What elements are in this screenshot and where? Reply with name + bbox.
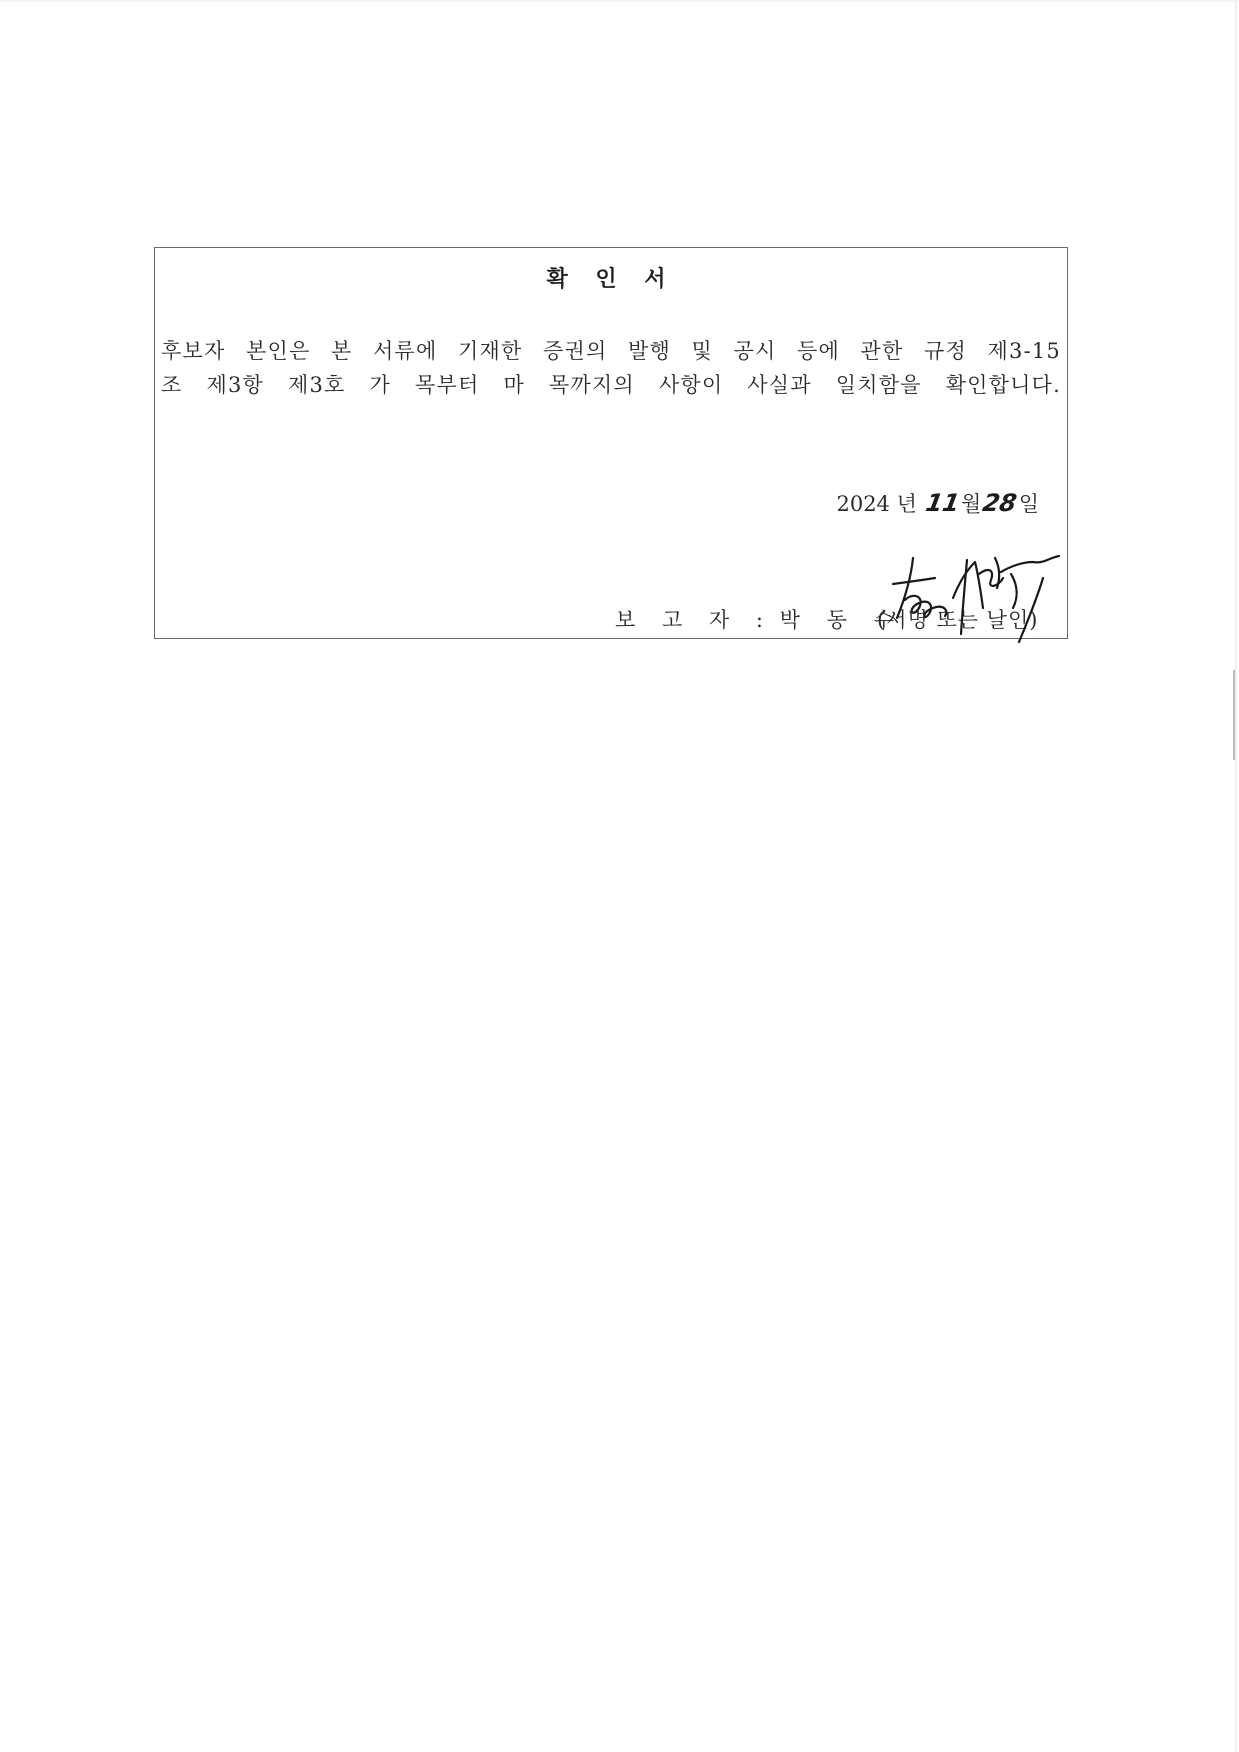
page-right-edge: [1235, 0, 1237, 1752]
confirmation-box: [154, 247, 1068, 639]
reporter-line: [615, 604, 904, 634]
date-day-handwritten: 28: [980, 489, 1020, 517]
reporter-name: 박 동 수: [779, 608, 904, 632]
date-year-unit: 년: [896, 492, 917, 516]
date-month-handwritten: 11: [923, 489, 962, 517]
date-line: [836, 488, 1039, 518]
handwritten-signature: [883, 538, 1063, 648]
document-title: 확 인 서: [546, 266, 676, 292]
date-day-unit: 일: [1018, 492, 1039, 516]
date-month-unit: 월: [961, 492, 982, 516]
confirmation-statement: [161, 334, 1061, 402]
page-top-edge: [0, 0, 1239, 2]
scan-mark: [1233, 670, 1235, 760]
statement-line-1: 후보자 본인은 본 서류에 기재한 증권의 발행 및 공시 등에 관한 규정 제3-15: [161, 339, 1061, 363]
date-year: 2024: [836, 492, 890, 516]
statement-line-2: 조 제3항 제3호 가 목부터 마 목까지의 사항이 사실과 일치함을 확인합니다.: [161, 373, 1061, 397]
signature-note: (서명 또는 날인): [877, 608, 1039, 632]
reporter-label: 보 고 자 :: [615, 608, 773, 632]
